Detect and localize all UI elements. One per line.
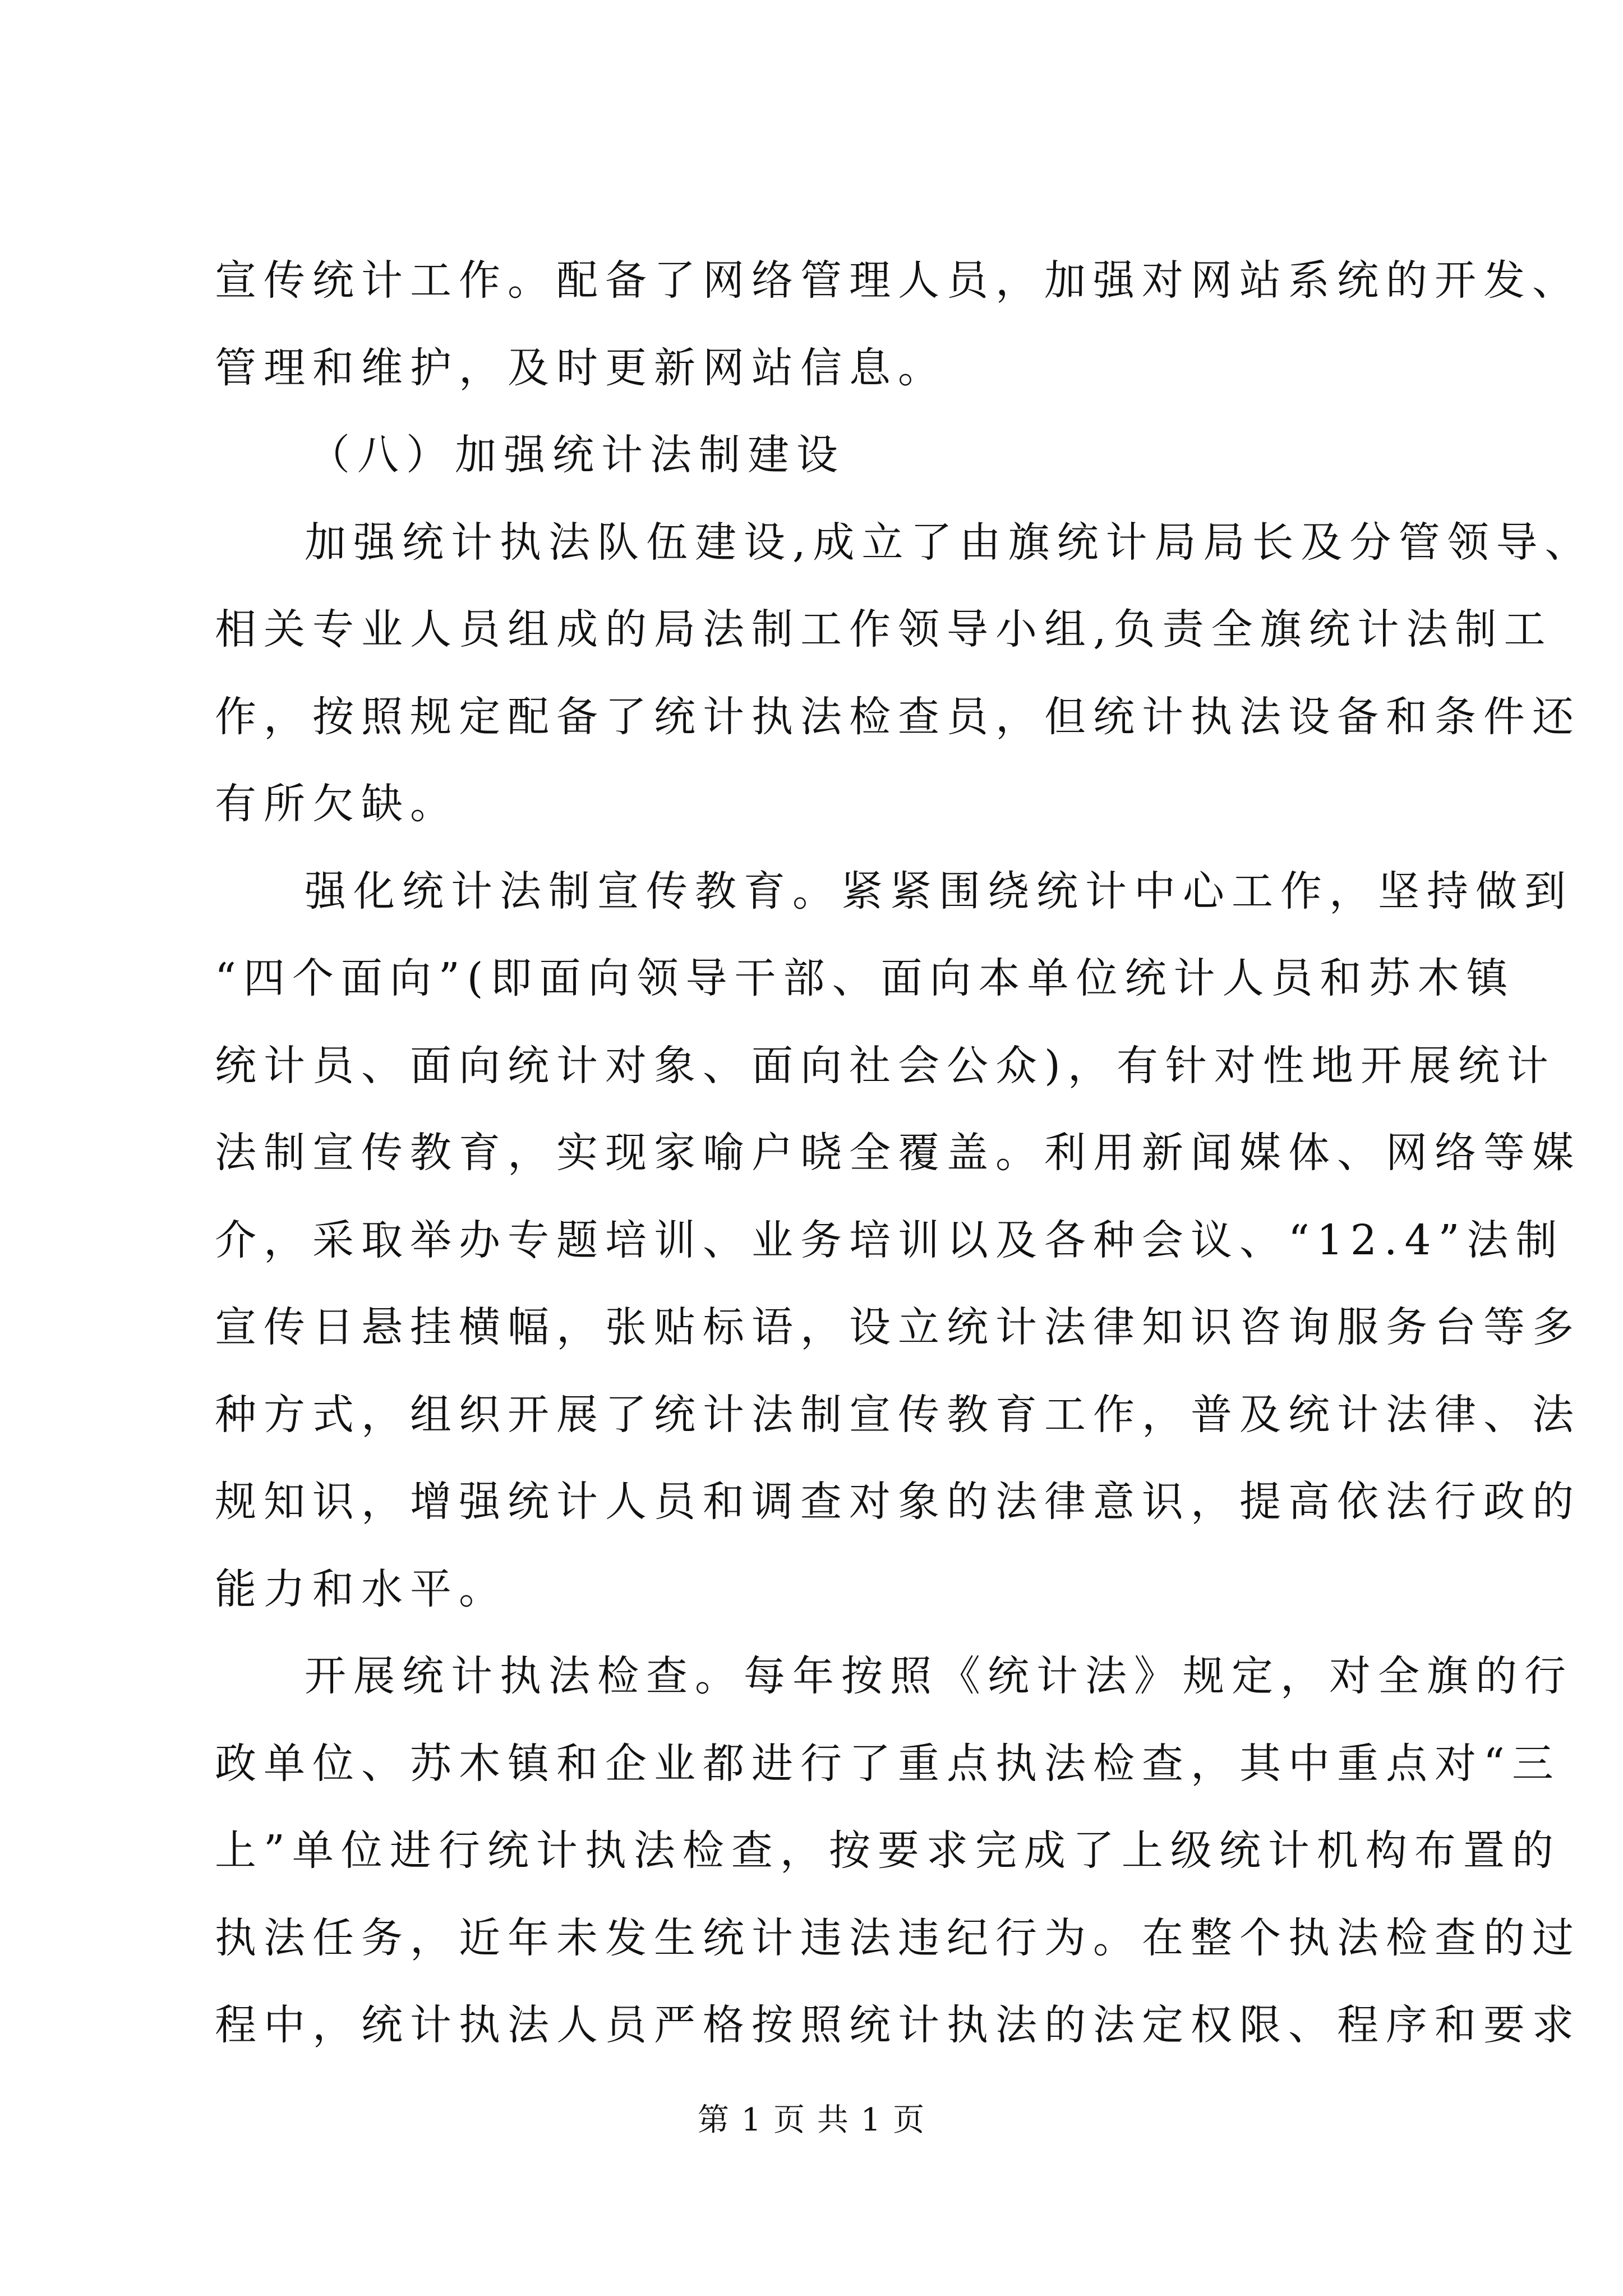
text-line: 有所欠缺。 bbox=[215, 780, 459, 828]
text-line: 相关专业人员组成的局法制工作领导小组,负责全旗统计法制工 bbox=[215, 605, 1553, 654]
text-line: 程中，统计执法人员严格按照统计执法的法定权限、程序和要求 bbox=[215, 2001, 1581, 2049]
paragraph-first-line: 强化统计法制宣传教育。紧紧围绕统计中心工作，坚持做到 bbox=[305, 867, 1573, 915]
text-line: 宣传日悬挂横幅，张贴标语，设立统计法律知识咨询服务台等多 bbox=[215, 1303, 1581, 1351]
text-line: 规知识，增强统计人员和调查对象的法律意识，提高依法行政的 bbox=[215, 1478, 1581, 1526]
section-heading: （八）加强统计法制建设 bbox=[308, 431, 845, 479]
page-number-footer: 第 1 页 共 1 页 bbox=[697, 2102, 926, 2138]
text-line: 作，按照规定配备了统计执法检查员，但统计执法设备和条件还 bbox=[215, 693, 1581, 741]
text-line: 管理和维护，及时更新网站信息。 bbox=[215, 344, 947, 392]
paragraph-first-line: 开展统计执法检查。每年按照《统计法》规定，对全旗的行 bbox=[305, 1652, 1573, 1700]
text-line: 介，采取举办专题培训、业务培训以及各种会议、“12.4”法制 bbox=[215, 1216, 1565, 1264]
text-line: 种方式，组织开展了统计法制宣传教育工作，普及统计法律、法 bbox=[215, 1391, 1581, 1439]
text-line: 统计员、面向统计对象、面向社会公众)，有针对性地开展统计 bbox=[215, 1042, 1556, 1090]
paragraph-first-line: 加强统计执法队伍建设,成立了由旗统计局局长及分管领导、 bbox=[305, 518, 1594, 567]
text-line: 能力和水平。 bbox=[215, 1565, 508, 1613]
text-line: 宣传统计工作。配备了网络管理人员，加强对网站系统的开发、 bbox=[215, 256, 1581, 305]
text-line: “四个面向”(即面向领导干部、面向本单位统计人员和苏木镇 bbox=[215, 954, 1515, 1002]
text-line: 执法任务，近年未发生统计违法违纪行为。在整个执法检查的过 bbox=[215, 1914, 1581, 1962]
text-line: 上”单位进行统计执法检查，按要求完成了上级统计机构布置的 bbox=[215, 1826, 1561, 1875]
text-line: 政单位、苏木镇和企业都进行了重点执法检查，其中重点对“三 bbox=[215, 1740, 1561, 1788]
text-line: 法制宣传教育，实现家喻户晓全覆盖。利用新闻媒体、网络等媒 bbox=[215, 1129, 1581, 1177]
